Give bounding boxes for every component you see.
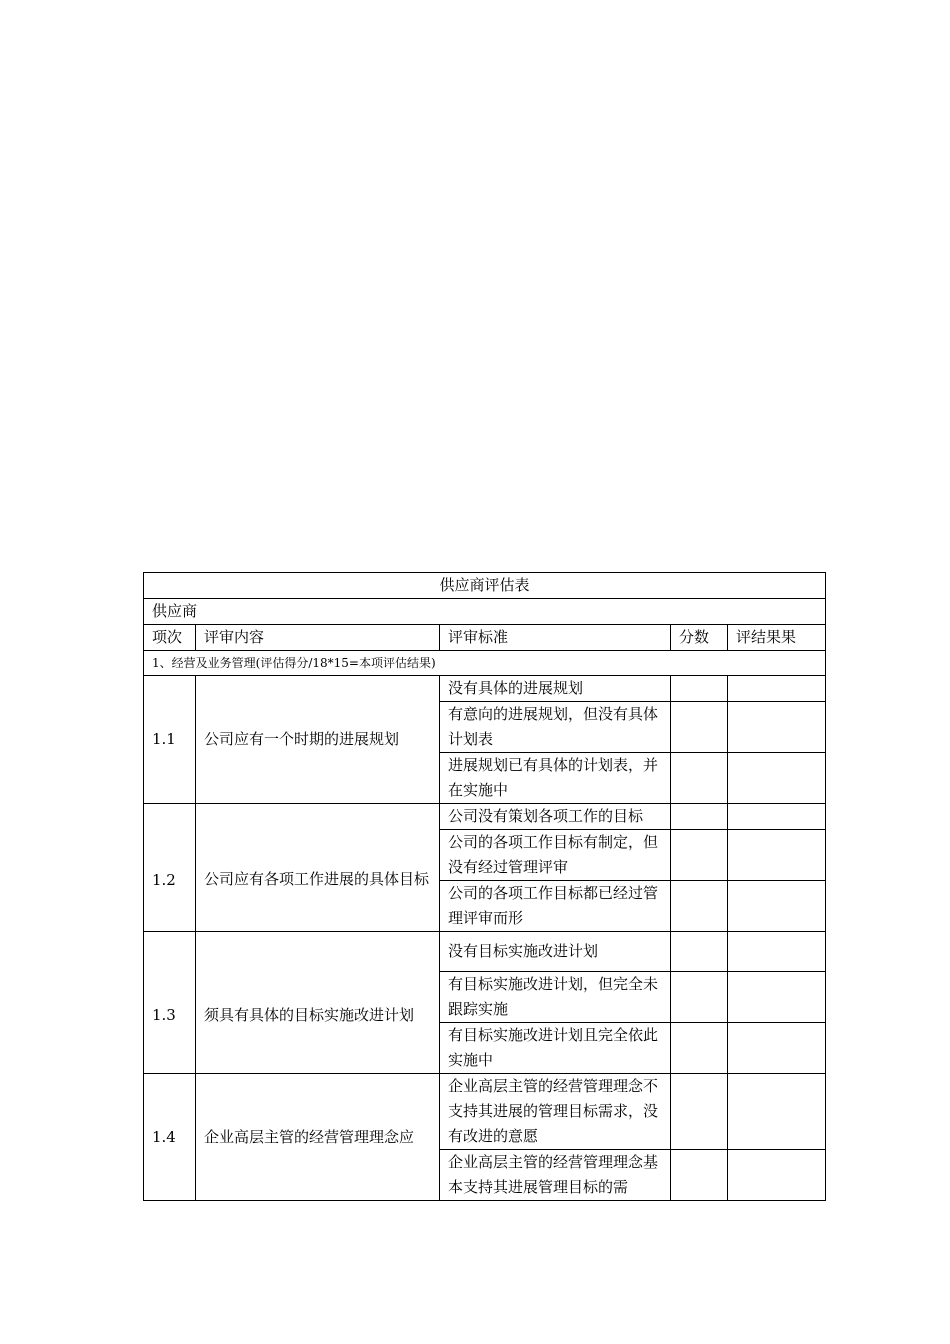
item-content: 公司应有一个时期的进展规划 xyxy=(196,676,440,804)
item-number: 1.4 xyxy=(144,1074,196,1201)
result-cell[interactable] xyxy=(728,881,826,932)
item-content: 企业高层主管的经营管理理念应 xyxy=(196,1074,440,1201)
table-title: 供应商评估表 xyxy=(144,573,826,599)
header-score: 分数 xyxy=(671,625,728,651)
result-cell[interactable] xyxy=(728,932,826,972)
header-standard: 评审标准 xyxy=(440,625,671,651)
item-standard: 没有具体的进展规划 xyxy=(440,676,671,702)
table-row xyxy=(144,932,826,972)
result-cell[interactable] xyxy=(728,702,826,753)
score-cell[interactable] xyxy=(671,804,728,830)
item-standard: 有目标实施改进计划且完全依此实施中 xyxy=(440,1023,671,1074)
item-standard: 有意向的进展规划，但没有具体计划表 xyxy=(440,702,671,753)
score-cell[interactable] xyxy=(671,676,728,702)
result-cell[interactable] xyxy=(728,1074,826,1150)
section-heading: 1、经营及业务管理(评估得分/18*15=本项评估结果) xyxy=(144,651,826,676)
score-cell[interactable] xyxy=(671,1074,728,1150)
score-cell[interactable] xyxy=(671,702,728,753)
score-cell[interactable] xyxy=(671,1150,728,1201)
result-cell[interactable] xyxy=(728,804,826,830)
item-standard: 进展规划已有具体的计划表，并在实施中 xyxy=(440,753,671,804)
item-standard: 企业高层主管的经营管理理念基本支持其进展管理目标的需 xyxy=(440,1150,671,1201)
item-number: 1.3 xyxy=(144,932,196,1074)
score-cell[interactable] xyxy=(671,753,728,804)
table-row xyxy=(144,804,826,830)
supplier-label: 供应商 xyxy=(144,599,826,625)
result-cell[interactable] xyxy=(728,753,826,804)
score-cell[interactable] xyxy=(671,972,728,1023)
item-number: 1.1 xyxy=(144,676,196,804)
result-cell[interactable] xyxy=(728,676,826,702)
item-standard: 有目标实施改进计划，但完全未跟踪实施 xyxy=(440,972,671,1023)
score-cell[interactable] xyxy=(671,932,728,972)
score-cell[interactable] xyxy=(671,1023,728,1074)
result-cell[interactable] xyxy=(728,1150,826,1201)
result-cell[interactable] xyxy=(728,830,826,881)
table-row xyxy=(144,676,826,702)
item-standard: 没有目标实施改进计划 xyxy=(440,932,671,972)
item-standard: 企业高层主管的经营管理理念不支持其进展的管理目标需求，没有改进的意愿 xyxy=(440,1074,671,1150)
score-cell[interactable] xyxy=(671,881,728,932)
result-cell[interactable] xyxy=(728,1023,826,1074)
header-row xyxy=(144,625,826,651)
item-content: 须具有具体的目标实施改进计划 xyxy=(196,932,440,1074)
header-item: 项次 xyxy=(144,625,196,651)
header-content: 评审内容 xyxy=(196,625,440,651)
score-cell[interactable] xyxy=(671,830,728,881)
item-number: 1.2 xyxy=(144,804,196,932)
item-content: 公司应有各项工作进展的具体目标 xyxy=(196,804,440,932)
supplier-evaluation-table xyxy=(143,572,826,1201)
item-standard: 公司的各项工作目标有制定，但没有经过管理评审 xyxy=(440,830,671,881)
header-result: 评结果果 xyxy=(728,625,826,651)
result-cell[interactable] xyxy=(728,972,826,1023)
item-standard: 公司没有策划各项工作的目标 xyxy=(440,804,671,830)
table-row xyxy=(144,1074,826,1150)
item-standard: 公司的各项工作目标都已经过管理评审而形 xyxy=(440,881,671,932)
